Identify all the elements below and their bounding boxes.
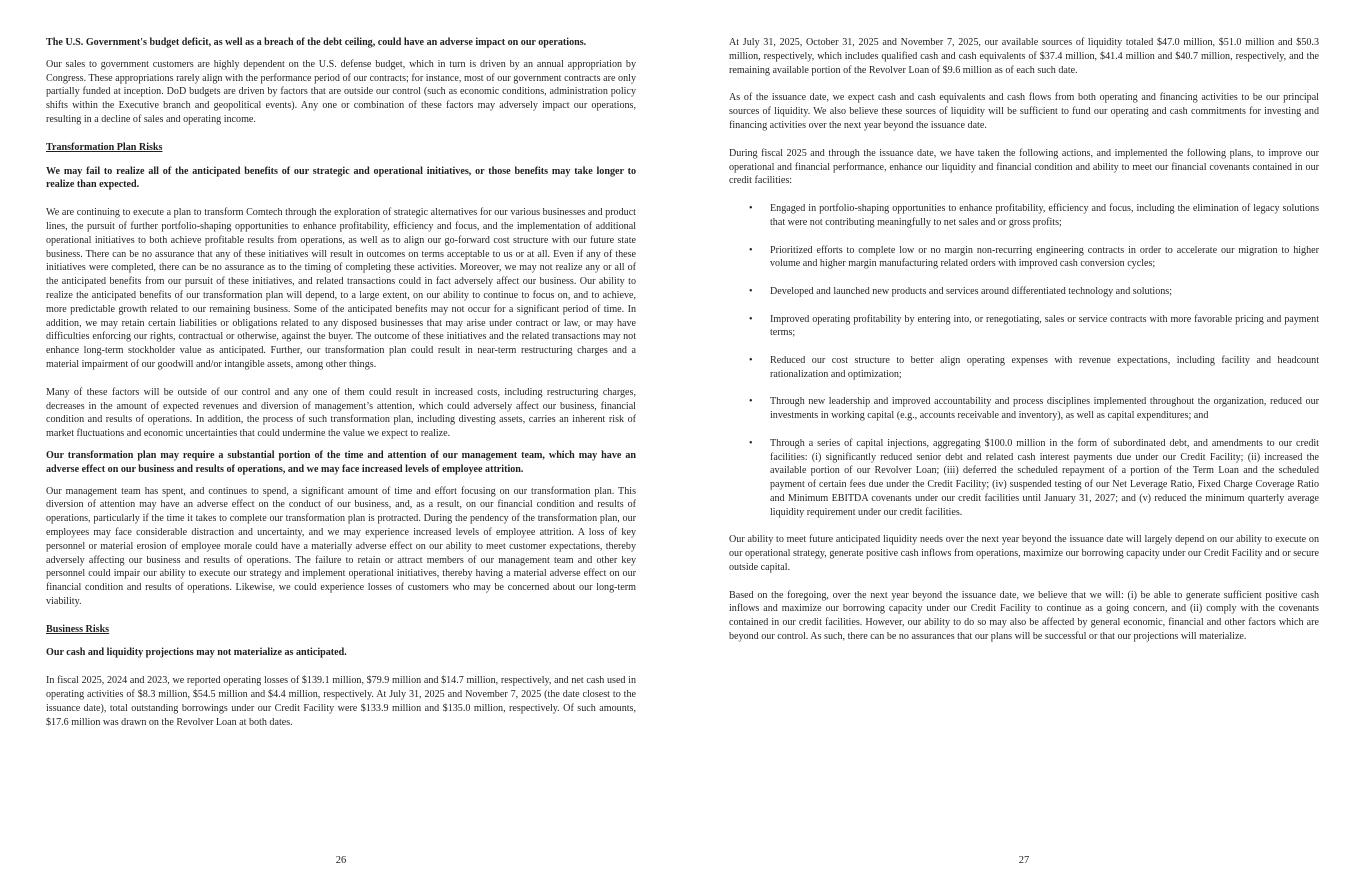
list-item: • Through new leadership and improved accountability and process disciplines implemented throughout the organization, reduced our investments in working capital (e.g., accounts receivable and inventory), as well as capital expenditures; and (749, 396, 1319, 422)
paragraph-transformation-plan: We are continuing to execute a plan to transform Comtech through the exploration of strategic alternatives for our various businesses and product lines, the pursuit of further portfolio-shaping opportunities to enhance profitability, efficiency and focus, and the implementation of additional operational initiatives to both achieve profitable results from operations, as well as to align our go-forward cost structure with our future state business. There can be no assurance that any of these initiatives will result in outcomes on terms acceptable to us or at all. Even if any of these initiatives were completed, there can be no assurance as to the timing of completing these activities. Moreover, we may not realize any or all of the anticipated benefits from our pursuit of these initiatives, and related transactions could in fact adversely affect our business. Our ability to realize the anticipated benefits of our transformation plan will depend, to a large extent, on our ability to continue to focus on, and to achieve, more predictable growth related to our remaining business. Some of the anticipated benefits may not occur for a significant period of time. In addition, we may retain certain liabilities or obligations related to any disposed businesses that may arise under contract or law, or may have difficulties enforcing our rights, contractual or otherwise, against the buyer. The outcome of these initiatives and the related transactions may not enhance long-term stockholder value as anticipated. Further, our transformation plan could result in near-term restructuring charges and a material impairment of our goodwill and/or intangible assets, among other things. (46, 207, 636, 370)
heading-budget-deficit: The U.S. Government's budget deficit, as well as a breach of the debt ceiling, could have an adverse impact on our operations. (46, 37, 587, 48)
bullet-marker: • (749, 437, 753, 449)
bullet-marker: • (749, 285, 753, 297)
right-page (729, 36, 1319, 644)
heading-management-attention: Our transformation plan may require a substantial portion of the time and attention of our management team, which may have an adverse effect on our business and results of operations, and we may face increased levels of employee attrition. (46, 449, 636, 475)
list-item: • Reduced our cost structure to better align operating expenses with revenue expectations, including facility and headcount rationalization and optimization; (749, 354, 1319, 380)
list-item: • Developed and launched new products and services around differentiated technology and solutions; (749, 285, 1173, 297)
heading-anticipated-benefits: We may fail to realize all of the anticipated benefits of our strategic and operational initiatives, or those benefits may take longer to realize than expected. (46, 165, 636, 191)
paragraph-operating-losses: In fiscal 2025, 2024 and 2023, we reported operating losses of $139.1 million, $79.9 million and $14.7 million, respectively, and net cash used in operating activities of $8.3 million, $54.5 million and $4.4 million, respectively. At July 31, 2025 and November 7, 2025 (the date closest to the issuance date), total outstanding borrowings under our Credit Facility were $133.9 million and $135.0 million, respectively. Of such amounts, $17.6 million was drawn on the Revolver Loan at both dates. (46, 675, 636, 728)
actions-bullet-list (729, 202, 1319, 519)
paragraph-available-liquidity: At July 31, 2025, October 31, 2025 and November 7, 2025, our available sources of liquidity totaled $47.0 million, $51.0 million and $50.3 million, respectively, which includes qualified cash and cash equivalents of $37.4 million, $41.4 million and $40.7 million, respectively, and the remaining available portion of the Revolver Loan of $9.6 million as of each such date. (729, 37, 1319, 76)
paragraph-going-concern: Based on the foregoing, over the next year beyond the issuance date, we believe that we will: (i) be able to generate sufficient positive cash inflows and maximize our borrowing capacity under our Credit Facility to continue as a going concern, and (ii) comply with the covenants contained in our credit facilities. However, our ability to do so may also be affected by general economic, financial and other factors which are beyond our control. As such, there can be no assurances that our plans will be successful or that our projections will materialize. (729, 589, 1319, 643)
bullet-marker: • (749, 244, 753, 256)
left-page (46, 36, 636, 729)
paragraph-factors-outside-control: Many of these factors will be outside of our control and any one of them could result in increased costs, including restructuring charges, decreases in the amount of expected revenues and diversion of management’s attention, which could adversely affect our business, financial condition and results of operations. In addition, the process of such transformation plan, including divesting assets, carries an inherent risk of market fluctuations and economic uncertainties that could undermine the value we expect to realize. (46, 386, 636, 440)
bullet-marker: • (749, 354, 753, 366)
list-item: • Prioritized efforts to complete low or no margin non-recurring engineering contracts in order to accelerate our migration to higher volume and higher margin manufacturing related orders with improved cash conversion cycles; (749, 244, 1319, 270)
heading-cash-liquidity: Our cash and liquidity projections may not materialize as anticipated. (46, 647, 347, 659)
page-number-right: 27 (1018, 855, 1030, 866)
paragraph-budget-deficit: Our sales to government customers are highly dependent on the U.S. defense budget, which in turn is driven by an annual appropriation by Congress. These appropriations rarely align with the performance period of our contracts; for instance, most of our government contracts are only partially funded at inception. DoD budgets are driven by factors that are outside our control (such as economic conditions, administration policy shifts within the Executive branch and geopolitical events). Any one or combination of these factors may adversely impact our operations, resulting in a decline of sales and operating income. (46, 58, 636, 125)
paragraph-management-team: Our management team has spent, and continues to spend, a significant amount of time and effort focusing on our transformation plan. This diversion of attention may have an adverse effect on the conduct of our business, and, as a result, on our financial condition and results of operations, particularly if the time it takes to complete our transformation plan is protracted. During the pendency of the transformation plan, our employees may face considerable distraction and uncertainty, and we may experience increased levels of employee attrition. A loss of key personnel or material erosion of employee morale could have a materially adverse effect on our ability to meet customer expectations, thereby adversely affecting our business and results of operations. The failure to retain or attract members of our management team and other key personnel could impair our ability to execute our strategy and implement operational initiatives, thereby having a material adverse effect on our financial condition and results of operations. Likewise, we could experience losses of customers who may be concerned about our long-term viability. (46, 485, 636, 607)
page-number-left: 26 (335, 855, 347, 866)
bullet-marker: • (749, 396, 753, 408)
section-title-business-risks: Business Risks (46, 623, 110, 635)
list-item: • Improved operating profitability by entering into, or renegotiating, sales or service contracts with more favorable pricing and payment terms; (749, 313, 1319, 339)
bullet-marker: • (749, 313, 753, 325)
list-item: • Engaged in portfolio-shaping opportunities to enhance profitability, efficiency and focus, including the elimination of legacy solutions that were not contributing meaningfully to net sales and or gross profits; (749, 203, 1319, 228)
paragraph-future-liquidity: Our ability to meet future anticipated liquidity needs over the next year beyond the issuance date will largely depend on our ability to execute on our operational strategy, generate positive cash inflows from operations, maximize our borrowing capacity under our Credit Facility and or secure outside capital. (729, 534, 1319, 573)
list-item: • Through a series of capital injections, aggregating $100.0 million in the form of subordinated debt, and amendments to our credit facilities: (i) significantly reduced senior debt and related cash interest payments due under our Credit Facility; (ii) increased the available portion of our Revolver Loan; (iii) deferred the scheduled repayment of a portion of the Term Loan and the scheduled payment of certain fees due under the Credit Facility; (iv) suspended testing of our Net Leverage Ratio, Fixed Charge Coverage Ratio and Minimum EBITDA covenants under our credit facilities until January 31, 2027; and (v) reduced the minimum quarterly average liquidity requirement under our credit facilities. (749, 437, 1319, 518)
section-title-transformation-plan-risks: Transformation Plan Risks (46, 141, 163, 153)
bullet-marker: • (749, 203, 753, 215)
paragraph-actions-taken: During fiscal 2025 and through the issuance date, we have taken the following actions, and implemented the following plans, to improve our operational and financial performance, enhance our liquidity and financial condition and ability to meet our financial covenants contained in our credit facilities: (729, 147, 1319, 187)
paragraph-principal-sources: As of the issuance date, we expect cash and cash equivalents and cash flows from both operating and financing activities to be our principal sources of liquidity. We also believe these sources of liquidity will be sufficient to fund our operating and cash commitments for investing and financing activities over the next year beyond the issuance date. (729, 92, 1319, 131)
